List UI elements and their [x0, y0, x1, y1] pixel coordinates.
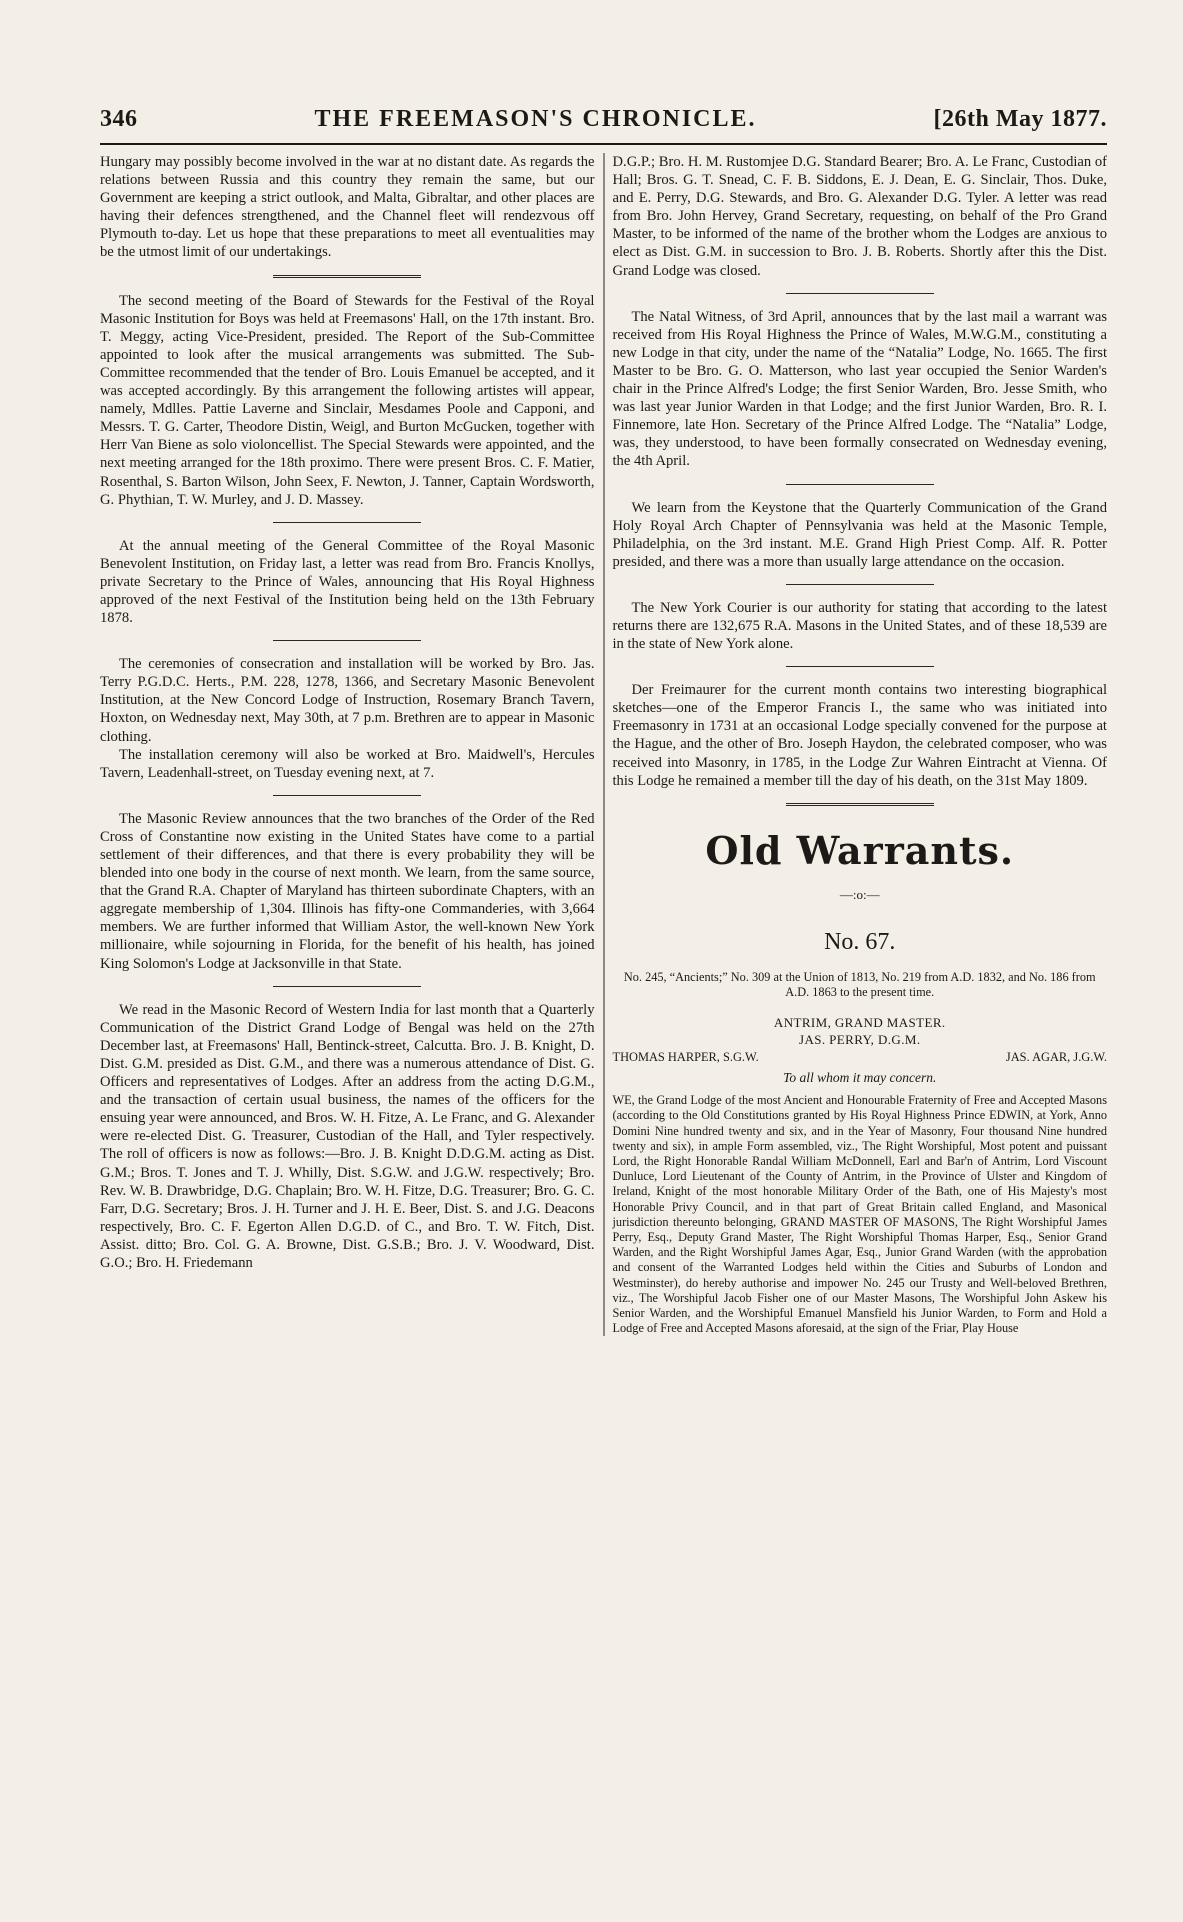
old-warrants-heading: Old Warrants.	[705, 827, 1015, 873]
section-divider	[786, 666, 934, 667]
section-divider	[273, 522, 421, 523]
ornament-separator: —:o:—	[839, 886, 880, 902]
section-divider	[786, 293, 934, 294]
left-column	[100, 153, 595, 1336]
section-divider	[786, 584, 934, 585]
paragraph-masonic-review: The Masonic Review announces that the two branches of the Order of the Red Cross of Constantine now existing in the United States have come to a partial settlement of their differences, and that there is every probability they will be blended into one body in the course of next month. We learn, from the same source, that the Grand R.A. Chapter of Maryland has thirteen subordinate Chapters, with an aggregate membership of 1,304. Illinois has fifty-one Commanderies, with 3,664 members. We are further informed that William Astor, the well-known New York millionaire, while sojourning in Florida, for the benefit of his health, has joined King Solomon's Lodge at Jacksonville in that State.	[100, 810, 595, 972]
warrant-signatories	[613, 1014, 1108, 1065]
section-divider	[273, 986, 421, 987]
article-columns	[100, 153, 1107, 1336]
warrant-body: WE, the Grand Lodge of the most Ancient and Honourable Fraternity of Free and Accepted Masons (according to the Old Constitutions granted by His Royal Highness Prince EDWIN, at York, Anno Domini Nine hundred twenty and six, and in the Year of Masonry, Four thousand Nine hundred twenty and six), in ample Form assembled, viz., The Right Worshipful, Most potent and puissant Lord, the Right Honorable Randal William McDonnell, Earl and Bar'n of Antrim, Lord Viscount Dunluce, Lord Lieutenant of the County of Antrim, in the Province of Ulster and Kingdom of Ireland, Knight of the most honorable Military Order of the Bath, one of His Majesty's most Honorable Privy Council, and in that part of Great Britain called England, and Masonical jurisdiction thereunto belonging, GRAND MASTER OF MASONS, The Right Worshipful James Perry, Esq., Deputy Grand Master, The Right Worshipful Thomas Harper, Esq., Senior Grand Warden, and the Right Worshipful James Agar, Esq., Junior Grand Warden (with the approbation and consent of the Warranted Lodges held within the Cities and Suburbs of London and Westminster), do hereby authorise and impower No. 245 our Trusty and Well-beloved Brethren, viz., The Worshipful Jacob Fisher one of our Master Masons, The Worshipful John Askew his Senior Warden, and the Worshipful Emanuel Mansfield his Junior Warden, to Form and Hold a Lodge of Free and Accepted Masons aforesaid, at the sign of the Friar, Play House	[612, 1093, 1107, 1336]
paragraph-new-york-courier: The New York Courier is our authority for stating that according to the latest returns there are 132,675 R.A. Masons in the United States, and of these 18,539 are in the state of New York alone.	[612, 599, 1107, 653]
page-number: 346	[100, 106, 138, 132]
paragraph-keystone: We learn from the Keystone that the Quarterly Communication of the Grand Holy Royal Arch Chapter of Pennsylvania was held at the Masonic Temple, Philadelphia, on the 3rd instant. M.E. Grand High Priest Comp. Alf. R. Potter presided, and there was a more than usually large attendance on the occasion.	[612, 499, 1107, 570]
paragraph-board-of-stewards: The second meeting of the Board of Stewards for the Festival of the Royal Masonic Institution for Boys was held at Freemasons' Hall, on the 17th instant. Bro. T. Meggy, acting Vice-President, presided. The Report of the Sub-Committee appointed to look after the musical arrangements was submitted. The Sub-Committee recommended that the tender of Bro. Louis Emanuel be accepted, and it was accepted accordingly. By this arrangement the following artistes will appear, namely, Mdlles. Pattie Laverne and Sinclair, Mesdames Poole and Capponi, and Messrs. T. G. Carter, Theodore Distin, Weigl, and Burton McGucken, together with Herr Van Biene as solo violoncellist. The Special Stewards were appointed, and the next meeting arranged for the 18th proximo. There were present Bros. C. F. Matier, Rosenthal, S. Barton Wilson, John Seex, F. Newton, J. Tanner, Captain Wordsworth, G. Phythian, T. W. Murley, and J. D. Massey.	[100, 292, 595, 508]
wardens-row	[613, 1050, 1108, 1065]
section-divider	[273, 795, 421, 796]
paragraph-war-news: Hungary may possibly become involved in the war at no distant date. As regards the relations between Russia and this country they remain the same, but our Government are keeping a strict outlook, and Malta, Gibraltar, and other places are having their defences strengthened, and the Channel fleet will rendezvous off Plymouth to-day. Let us hope that these preparations to meet all eventualities may be the utmost limit of our undertakings.	[100, 154, 595, 261]
paragraph-der-freimaurer: Der Freimaurer for the current month contains two interesting biographical sketches—one of the Emperor Francis I., the same who was initiated into Freemasonry in 1731 at an occasional Lodge specially convened for the purpose at the Hague, and the other of Bro. Joseph Haydon, the celebrated composer, who was received into Masonry, in 1785, in the Lodge Zur Wahren Eintracht at Vienna. Of this Lodge he remained a member till the day of his death, on the 31st May 1809.	[612, 682, 1107, 789]
paragraph-consecration-ceremonies: The ceremonies of consecration and installation will be worked by Bro. Jas. Terry P.G.D.C. Herts., P.M. 228, 1278, 1366, and Secretary Masonic Benevolent Institution, at the New Concord Lodge of Instruction, Rosemary Branch Tavern, Hoxton, on Wednesday next, May 30th, at 7 p.m. Brethren are to appear in Masonic clothing.	[100, 656, 595, 745]
paragraph-installation-ceremony: The installation ceremony will also be worked at Bro. Maidwell's, Hercules Tavern, Leadenhall-street, on Tuesday evening next, at 7.	[100, 746, 595, 781]
deputy-grand-master-line: JAS. PERRY, D.G.M.	[799, 1032, 921, 1048]
paragraph-benevolent-institution: At the annual meeting of the General Committee of the Royal Masonic Benevolent Institution, on Friday last, a letter was read from Bro. Francis Knollys, private Secretary to the Prince of Wales, announcing that His Royal Highness approved of the next Festival of the Institution being held on the 13th February 1878.	[100, 537, 595, 627]
masthead	[100, 106, 1107, 145]
paragraph-bengal-continued: D.G.P.; Bro. H. M. Rustomjee D.G. Standard Bearer; Bro. A. Le Franc, Custodian of Hall; Bros. G. T. Snead, C. F. B. Siddons, E. J. Dean, E. G. Sinclair, Thos. Duke, and E. Perry, D.G. Stewards, and Bro. G. Alexander D.G. Tyler. A letter was read from Bro. John Hervey, Grand Secretary, requesting, on behalf of the Pro Grand Master, to be informed of the name of the brother whom the Lodges are anxious to elect as Dist. G.M. in succession to Bro. J. B. Roberts. Shortly after this the Dist. Grand Lodge was closed.	[612, 154, 1108, 279]
section-divider	[273, 640, 421, 641]
grand-master-line: ANTRIM, GRAND MASTER.	[773, 1015, 946, 1031]
paragraph-natal-witness: The Natal Witness, of 3rd April, announces that by the last mail a warrant was received from His Royal Highness the Prince of Wales, M.W.G.M., constituting a new Lodge in that city, under the name of the “Natalia” Lodge, No. 1665. The first Master to be Bro. G. O. Matterson, who last year occupied the Senior Warden's chair in the Prince Alfred's Lodge; the first Senior Warden, Bro. Jesse Smith, who was last year Junior Warden in that Lodge; and the first Junior Warden, Bro. R. I. Finnemore, late Hon. Secretary of the Prince Alfred Lodge. The “Natalia” Lodge, was, they understood, to have been formally consecrated on Wednesday evening, the 4th April.	[612, 308, 1107, 470]
warrant-salutation: To all whom it may concern.	[783, 1070, 937, 1086]
warrant-subtitle: No. 245, “Ancients;” No. 309 at the Union of 1813, No. 219 from A.D. 1832, and No. 186 from A.D. 1863 to the present time.	[623, 969, 1096, 999]
section-divider	[786, 803, 934, 806]
issue-date: [26th May 1877.	[933, 106, 1107, 132]
section-divider	[273, 275, 421, 278]
section-divider	[786, 484, 934, 485]
publication-title: THE FREEMASON'S CHRONICLE.	[314, 106, 757, 132]
junior-warden: JAS. AGAR, J.G.W.	[1005, 1050, 1107, 1065]
right-column	[613, 153, 1108, 1336]
senior-warden: THOMAS HARPER, S.G.W.	[612, 1050, 759, 1065]
paragraph-masonic-record-india: We read in the Masonic Record of Western India for last month that a Quarterly Communication of the District Grand Lodge of Bengal was held on the 27th December last, at Freemasons' Hall, Bentinck-street, Calcutta. Bro. J. B. Knight, D. Dist. G.M. presided as Dist. G.M., and there was a numerous attendance of Dist. G. Officers and representatives of Lodges. After an address from the acting D.G.M., and the transaction of certain usual business, the names of the officers for the ensuing year were announced, and Bros. W. H. Fitze, A. Le Franc, and G. Alexander were re-elected Dist. G. Treasurer, Custodian of the Hall, and Tyler respectively. The roll of officers is now as follows:—Bro. J. B. Knight D.D.G.M. acting as Dist. G.M.; Bros. T. Jones and T. J. Whilly, Dist. S.G.W. and J.G.W. respectively; Bro. Rev. W. B. Drawbridge, D.G. Chaplain; Bro. W. H. Fitze, D.G. Treasurer; Bro. G. C. Farr, D.G. Secretary; Bros. J. H. Turner and J. H. E. Beer, Dist. S. and J.G. Deacons respectively, Bro. C. F. Egerton Allen D.G.D. of C., and Bro. T. W. Fitch, Dist. Assist. ditto; Bro. Col. G. A. Browne, Dist. G.S.B.; Bro. J. V. Woodward, Dist. G.O.; Bro. H. Friedemann	[100, 1001, 595, 1271]
warrant-number: No. 67.	[824, 928, 896, 955]
